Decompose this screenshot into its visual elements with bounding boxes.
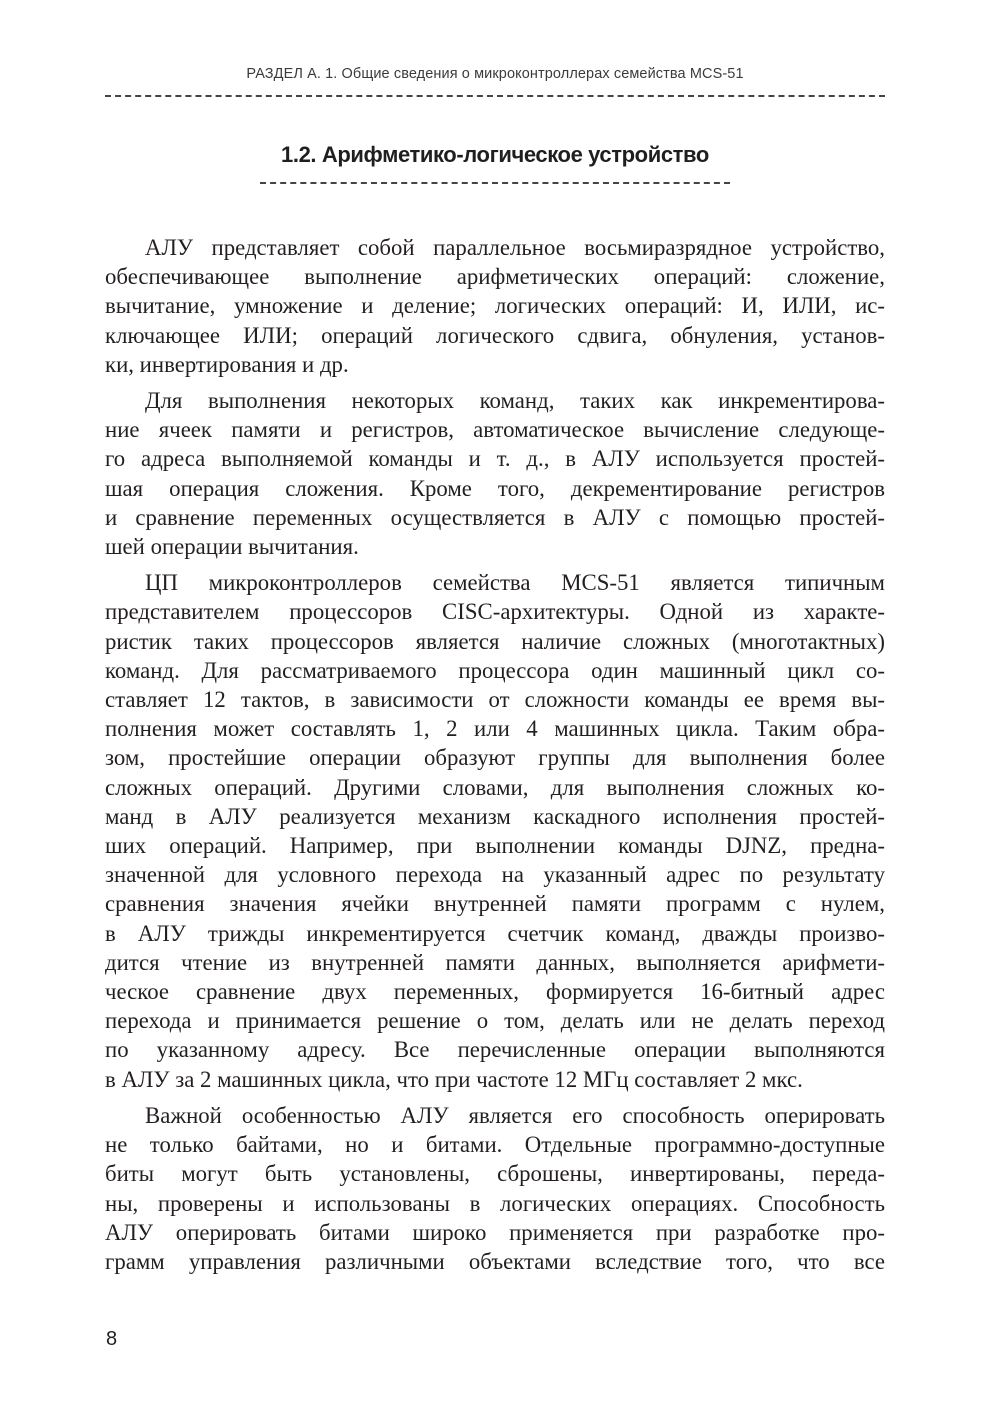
text-line: в АЛУ за 2 машинных цикла, что при частоте 12 МГц составляет 2 мкс. bbox=[105, 1066, 803, 1092]
text-line: обеспечивающее выполнение арифметических операций: сложение, bbox=[105, 264, 885, 290]
text-line: шая операция сложения. Кроме того, декрементирование регистров bbox=[105, 475, 885, 501]
header-divider bbox=[105, 95, 885, 97]
text-line: ны, проверены и использованы в логических операциях. Способность bbox=[105, 1190, 885, 1216]
text-line: дится чтение из внутренней памяти данных, выполняется арифмети- bbox=[105, 949, 885, 975]
text-line: шей операции вычитания. bbox=[105, 534, 359, 560]
text-line: по указанному адресу. Все перечисленные операции выполняются bbox=[105, 1037, 885, 1063]
text-line: ческое сравнение двух переменных, формируется 16-битный адрес bbox=[105, 979, 885, 1005]
text-line: Для выполнения некоторых команд, таких как инкрементирова- bbox=[145, 388, 885, 414]
section-title: 1.2. Арифметико-логическое устройство bbox=[281, 142, 709, 167]
text-line: представителем процессоров CISC-архитектуры. Одной из характе- bbox=[105, 599, 885, 625]
text-line: и сравнение переменных осуществляется в АЛУ с помощью простей- bbox=[105, 504, 885, 530]
text-line: зом, простейшие операции образуют группы для выполнения более bbox=[105, 745, 885, 771]
paragraph bbox=[105, 233, 885, 379]
body-text bbox=[105, 233, 885, 1276]
page-number: 8 bbox=[106, 1328, 118, 1350]
paragraph bbox=[105, 568, 885, 1094]
paragraph bbox=[105, 1101, 885, 1276]
text-line: ристик таких процессоров является наличие сложных (многотактных) bbox=[105, 628, 885, 654]
text-line: ЦП микроконтроллеров семейства MCS-51 является типичным bbox=[145, 570, 885, 596]
text-line: го адреса выполняемой команды и т. д., в АЛУ используется простей- bbox=[105, 446, 885, 472]
text-line: не только байтами, но и битами. Отдельные программно-доступные bbox=[105, 1132, 885, 1158]
text-line: АЛУ представляет собой параллельное восьмиразрядное устройство, bbox=[145, 235, 885, 260]
text-line: команд. Для рассматриваемого процессора один машинный цикл со- bbox=[105, 657, 885, 683]
text-line: АЛУ оперировать битами широко применяется при разработке про- bbox=[105, 1219, 885, 1245]
paragraph bbox=[105, 386, 885, 561]
text-line: манд в АЛУ реализуется механизм каскадного исполнения простей- bbox=[105, 803, 885, 829]
text-line: в АЛУ трижды инкрементируется счетчик команд, дважды произво- bbox=[105, 920, 885, 946]
text-line: полнения может составлять 1, 2 или 4 машинных цикла. Таким обра- bbox=[105, 716, 885, 742]
section-title-underline bbox=[260, 182, 730, 184]
text-line: ших операций. Например, при выполнении команды DJNZ, предна- bbox=[105, 833, 885, 859]
text-line: грамм управления различными объектами вследствие того, что все bbox=[105, 1248, 885, 1274]
text-line: сложных операций. Другими словами, для выполнения сложных ко- bbox=[105, 774, 885, 800]
text-line: ние ячеек памяти и регистров, автоматическое вычисление следующе- bbox=[105, 417, 885, 443]
text-line: значенной для условного перехода на указанный адрес по результату bbox=[105, 862, 885, 888]
text-line: вычитание, умножение и деление; логических операций: И, ИЛИ, ис- bbox=[105, 293, 885, 319]
text-line: Важной особенностью АЛУ является его способность оперировать bbox=[145, 1102, 885, 1128]
text-line: ключающее ИЛИ; операций логического сдвига, обнуления, установ- bbox=[105, 322, 885, 348]
text-line: биты могут быть установлены, сброшены, инвертированы, переда- bbox=[105, 1161, 885, 1187]
running-header: РАЗДЕЛ А. 1. Общие сведения о микроконтроллерах семейства MCS-51 bbox=[246, 66, 744, 82]
text-line: сравнения значения ячейки внутренней памяти программ с нулем, bbox=[105, 891, 885, 917]
text-line: перехода и принимается решение о том, делать или не делать переход bbox=[105, 1008, 885, 1034]
text-line: ставляет 12 тактов, в зависимости от сложности команды ее время вы- bbox=[105, 687, 885, 713]
text-line: ки, инвертирования и др. bbox=[105, 351, 349, 377]
